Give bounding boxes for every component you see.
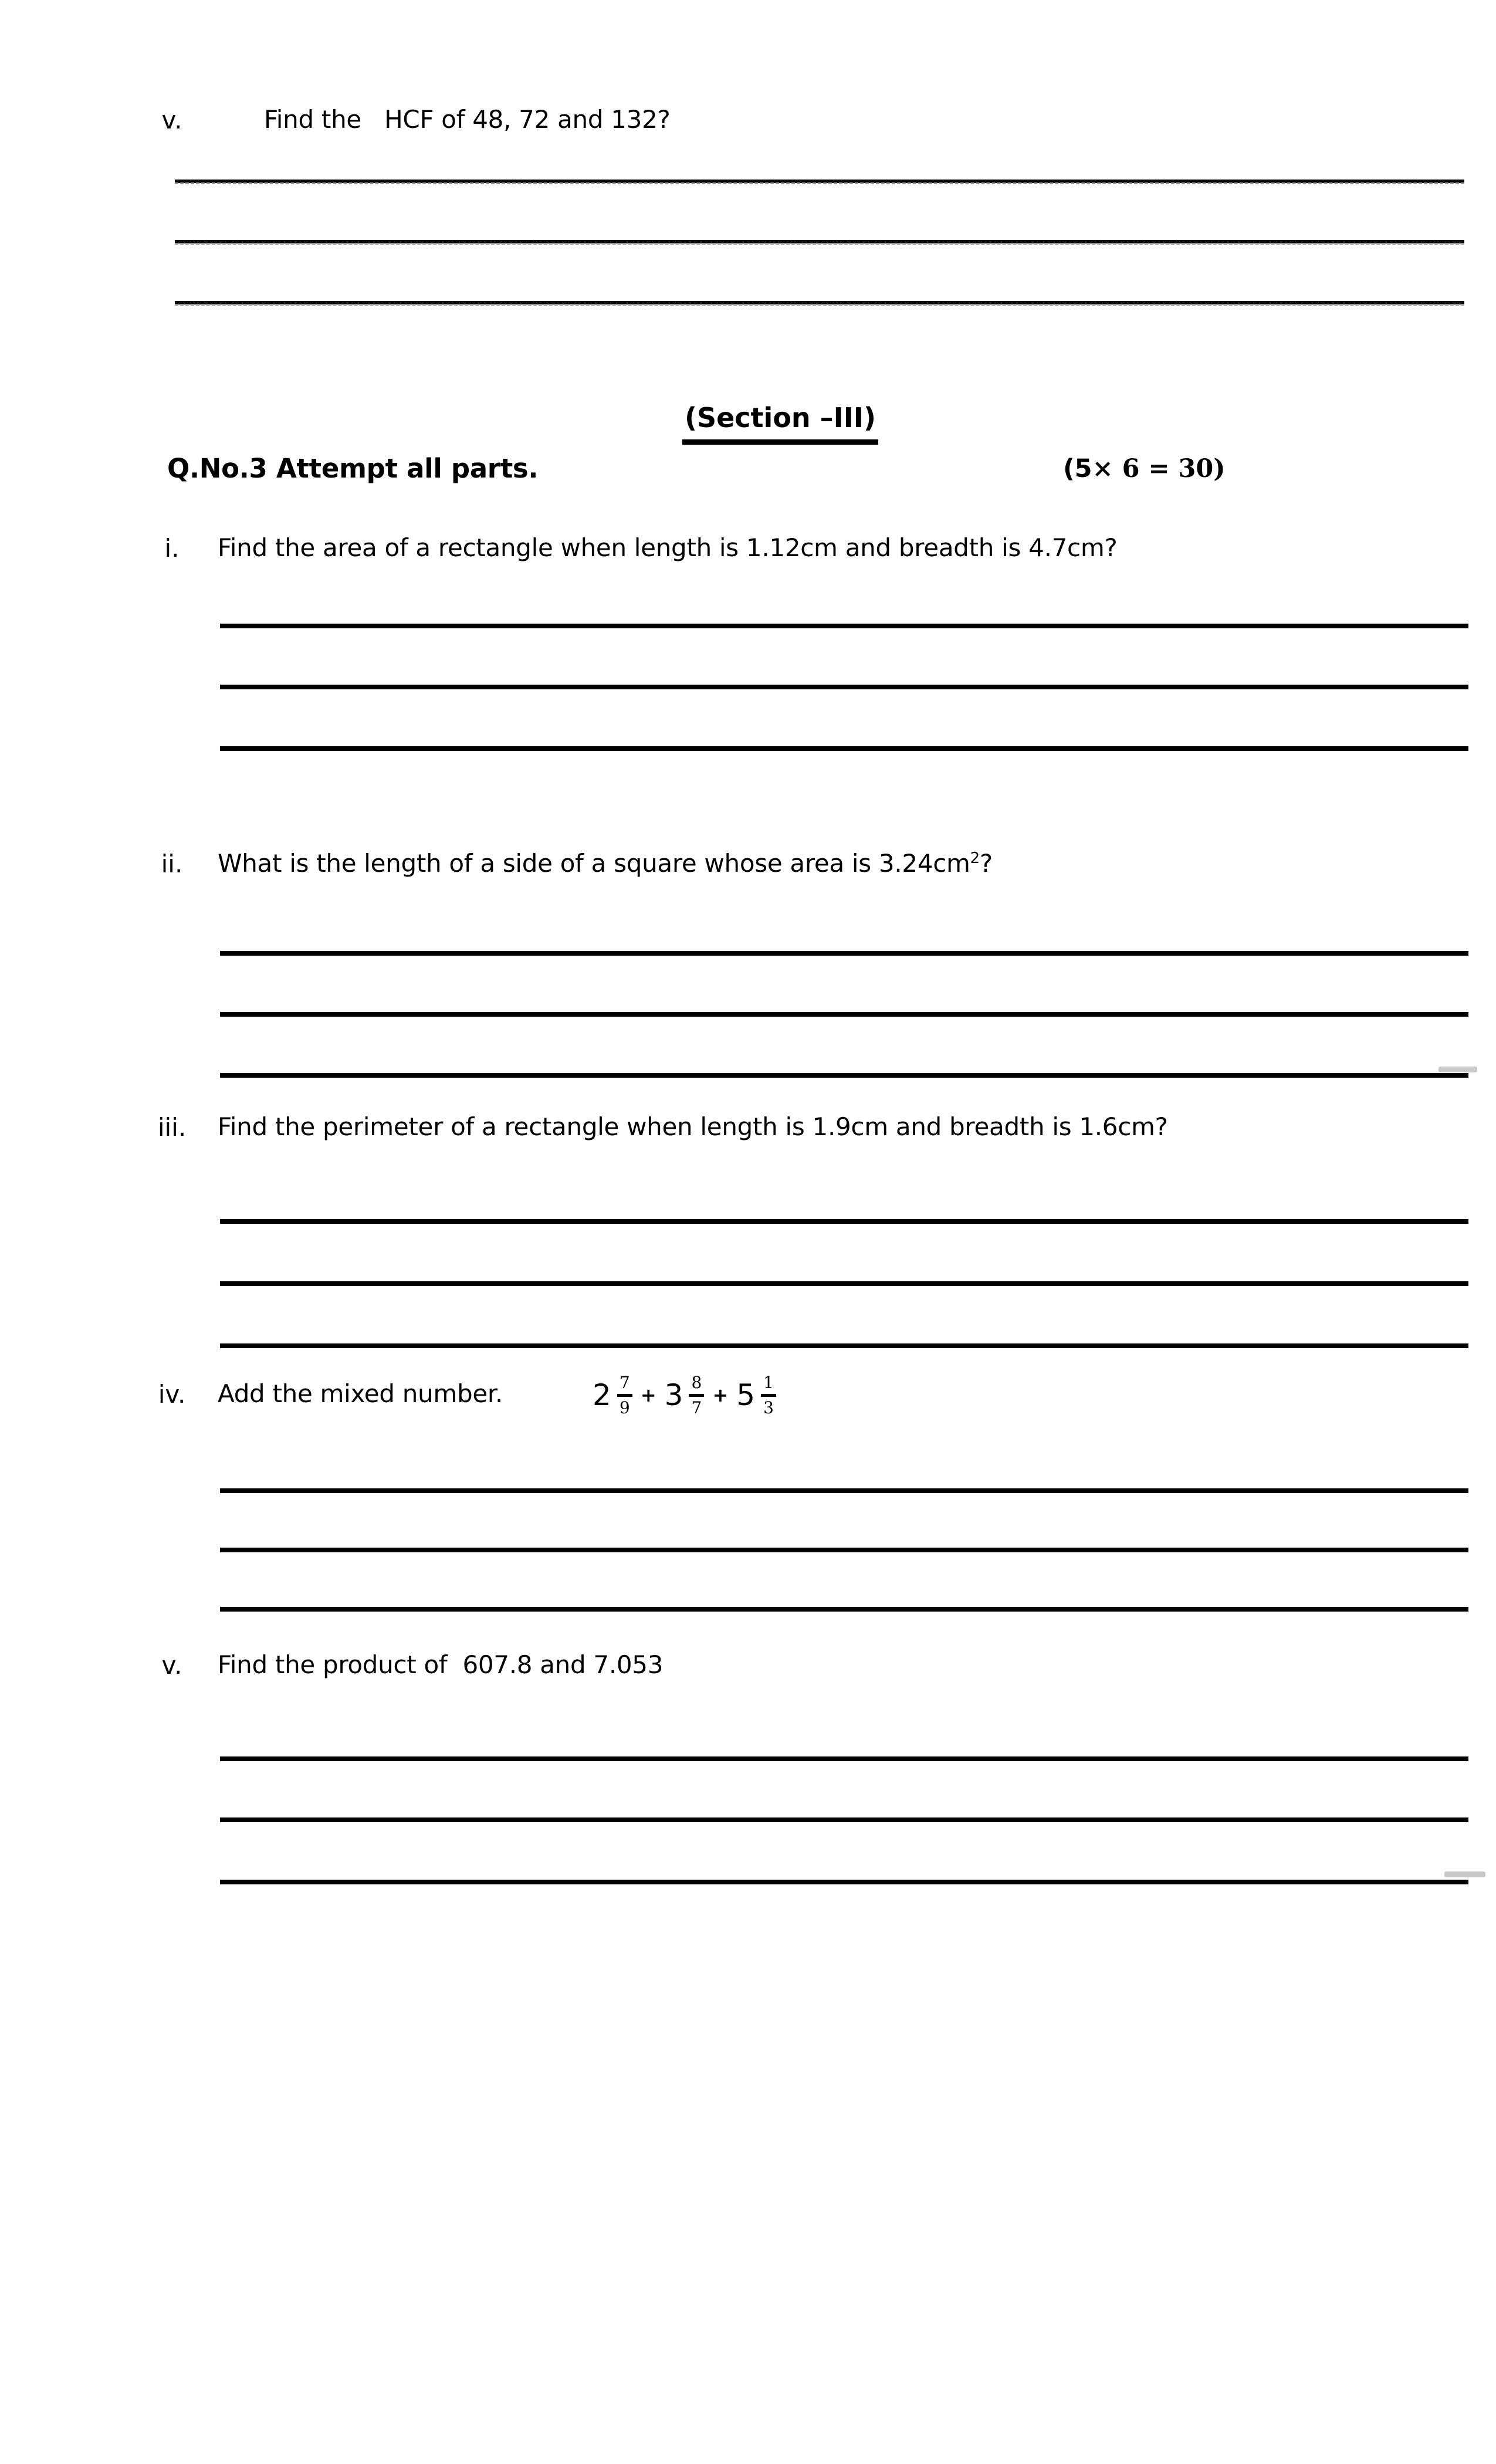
answer-line	[220, 1012, 1468, 1017]
question-numeral-ii: ii.	[161, 849, 183, 878]
answer-line	[220, 1343, 1468, 1348]
answer-line	[175, 301, 1464, 304]
fraction	[689, 1374, 704, 1416]
mixed-number-term	[593, 1374, 632, 1416]
answer-line	[220, 1073, 1468, 1078]
section-instruction: Q.No.3 Attempt all parts.	[167, 453, 539, 484]
mixed-number-expression	[593, 1367, 776, 1423]
answer-line	[220, 1219, 1468, 1224]
superscript-2: 2	[970, 849, 980, 867]
question-text-ii	[218, 848, 993, 879]
question-text-ii-end: ?	[979, 849, 993, 878]
question-text-ii-main: What is the length of a side of a square whose area is 3.24cm	[218, 849, 970, 878]
marks-prefix: (5	[1063, 454, 1092, 483]
answer-line	[220, 624, 1468, 628]
question-text-iv: Add the mixed number.	[218, 1379, 503, 1408]
marks-allocation	[1063, 454, 1226, 483]
answer-line	[220, 1607, 1468, 1612]
answer-line	[220, 1880, 1468, 1884]
question-text-iii: Find the perimeter of a rectangle when length is 1.9cm and breadth is 1.6cm?	[218, 1112, 1168, 1141]
fraction-denominator: 9	[619, 1397, 630, 1417]
answer-line	[220, 685, 1468, 689]
question-numeral-i: i.	[164, 534, 180, 563]
question-text-hcf: Find the HCF of 48, 72 and 132?	[264, 105, 671, 134]
answer-line	[220, 1488, 1468, 1493]
mixed-number-term	[665, 1374, 705, 1416]
question-numeral-v: v.	[161, 1651, 182, 1680]
scan-artifact	[1439, 1067, 1477, 1072]
answer-line	[220, 951, 1468, 956]
plus-operator: +	[640, 1384, 656, 1406]
fraction-denominator: 7	[691, 1397, 702, 1417]
fraction-numerator: 7	[619, 1373, 630, 1393]
whole-number: 2	[593, 1378, 611, 1412]
fraction-bar	[617, 1394, 632, 1397]
question-numeral-iv: iv.	[158, 1380, 186, 1409]
fraction-numerator: 8	[691, 1373, 702, 1393]
fraction	[761, 1374, 776, 1416]
whole-number: 5	[736, 1378, 756, 1412]
scan-artifact	[1444, 1871, 1485, 1877]
answer-line	[220, 1817, 1468, 1822]
answer-line	[220, 746, 1468, 751]
fraction-bar	[761, 1394, 776, 1397]
section-heading: (Section –III)	[682, 402, 878, 445]
question-numeral-hcf: v.	[161, 106, 182, 134]
fraction-denominator: 3	[763, 1397, 774, 1417]
answer-line	[220, 1756, 1468, 1761]
plus-operator: +	[712, 1384, 729, 1406]
answer-line	[175, 240, 1464, 243]
whole-number: 3	[664, 1378, 683, 1412]
fraction-numerator: 1	[763, 1373, 774, 1393]
answer-line	[220, 1548, 1468, 1552]
marks-formula: × 6 = 30)	[1092, 454, 1226, 483]
mixed-number-term	[736, 1374, 776, 1416]
question-text-v: Find the product of 607.8 and 7.053	[218, 1650, 664, 1679]
answer-line	[175, 180, 1464, 183]
answer-line	[220, 1281, 1468, 1286]
fraction	[617, 1374, 632, 1416]
fraction-bar	[689, 1394, 704, 1397]
question-numeral-iii: iii.	[157, 1113, 187, 1142]
question-text-i: Find the area of a rectangle when length is 1.12cm and breadth is 4.7cm?	[218, 533, 1118, 562]
